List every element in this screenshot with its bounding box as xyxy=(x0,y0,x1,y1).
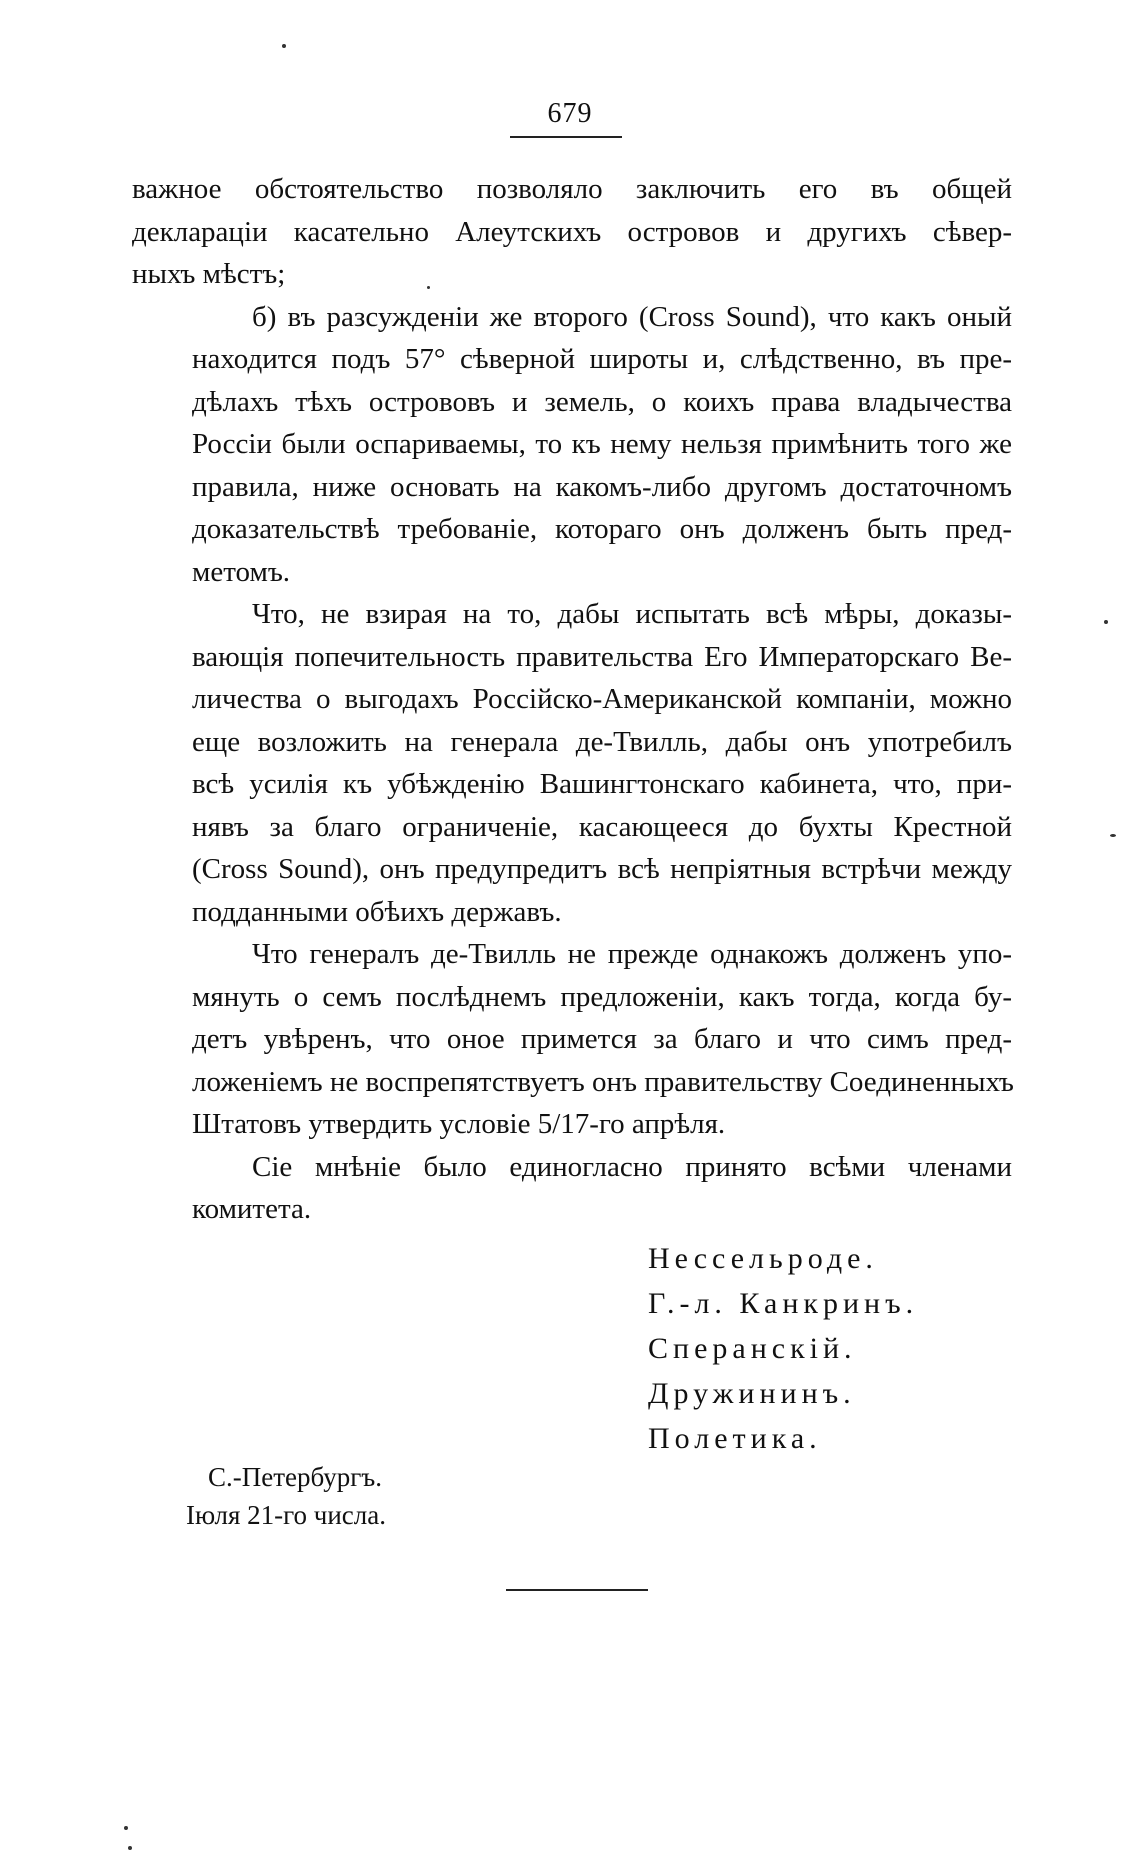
text-line: Россiи были оспариваемы, то къ нему нельзя примѣнить того же xyxy=(192,428,1012,460)
text-line: Штатовъ утвердить условiе 5/17-го апрѣля. xyxy=(192,1108,726,1140)
page-number-rule xyxy=(510,136,622,138)
text-line: ныхъ мѣстъ; xyxy=(132,258,286,290)
text-line: (Cross Sound), онъ предупредитъ всѣ непрiятныя встрѣчи между xyxy=(192,853,1012,885)
body-text xyxy=(132,168,1012,1231)
signature-block xyxy=(648,1236,918,1461)
text-line: ложенiемъ не воспрепятствуетъ онъ правительству Соединенныхъ xyxy=(192,1065,1014,1098)
signature: Нессельроде. xyxy=(648,1242,878,1275)
text-line: доказательствѣ требованiе, котораго онъ долженъ быть пред- xyxy=(192,513,1012,545)
paragraph-4 xyxy=(132,933,1012,1146)
text-line: правила, ниже основать на какомъ-либо другомъ достаточномъ xyxy=(192,470,1012,503)
text-line: метомъ. xyxy=(192,555,291,588)
text-line: б) въ разсужденiи же второго (Cross Sound), что какъ оный xyxy=(252,300,1012,333)
signature: Г.-л. Канкринъ. xyxy=(648,1287,919,1320)
text-line: мянуть о семъ послѣднемъ предложенiи, какъ тогда, когда бу- xyxy=(192,980,1012,1013)
paragraph-1 xyxy=(132,168,1012,296)
text-line: подданными обѣихъ державъ. xyxy=(192,895,562,928)
signature: Дружининъ. xyxy=(648,1377,856,1410)
text-line: Что генералъ де-Твилль не прежде однакожъ долженъ упо- xyxy=(252,938,1012,970)
signature: Полетика. xyxy=(648,1422,822,1455)
print-speck xyxy=(427,286,430,289)
place-and-date xyxy=(186,1458,386,1534)
text-line: всѣ усилiя къ убѣжденiю Вашингтонскаго кабинета, что, при- xyxy=(192,768,1012,800)
text-line: личества о выгодахъ Россiйско-Американской компанiи, можно xyxy=(192,683,1012,715)
paragraph-2 xyxy=(132,296,1012,594)
paragraph-3 xyxy=(132,593,1012,933)
text-line: детъ увѣренъ, что оное примется за благо и что симъ пред- xyxy=(192,1023,1012,1055)
text-line: нявъ за благо ограниченiе, касающееся до бухты Крестной xyxy=(192,810,1012,843)
text-line: декларацiи касательно Алеутскихъ островов и другихъ сѣвер- xyxy=(132,215,1012,248)
print-speck xyxy=(1110,834,1116,837)
paragraph-5 xyxy=(132,1146,1012,1231)
text-line: важное обстоятельство позволяло заключить его въ общей xyxy=(132,173,1012,205)
print-speck xyxy=(124,1826,128,1830)
date: Iюля 21-го числа. xyxy=(186,1500,386,1530)
print-speck xyxy=(128,1846,132,1850)
print-speck xyxy=(1104,620,1108,624)
place: С.-Петербургъ. xyxy=(208,1462,383,1492)
text-line: Что, не взирая на то, дабы испытать всѣ мѣры, доказы- xyxy=(252,598,1012,630)
text-line: еще возложить на генерала де-Твилль, дабы онъ употребилъ xyxy=(192,725,1012,758)
text-line: дѣлахъ тѣхъ острововъ и земель, о коихъ права владычества xyxy=(192,385,1012,418)
text-line: Сiе мнѣнiе было единогласно принято всѣми членами xyxy=(252,1150,1012,1183)
page-number: 679 xyxy=(547,98,593,129)
text-line: комитета. xyxy=(192,1193,312,1225)
signature: Сперанскiй. xyxy=(648,1332,857,1365)
text-line: находится подъ 57° сѣверной широты и, слѣдственно, въ пре- xyxy=(192,343,1012,375)
end-rule xyxy=(506,1589,648,1591)
text-line: вающiя попечительность правительства Его Императорскаго Ве- xyxy=(192,640,1012,673)
print-speck xyxy=(282,44,286,48)
